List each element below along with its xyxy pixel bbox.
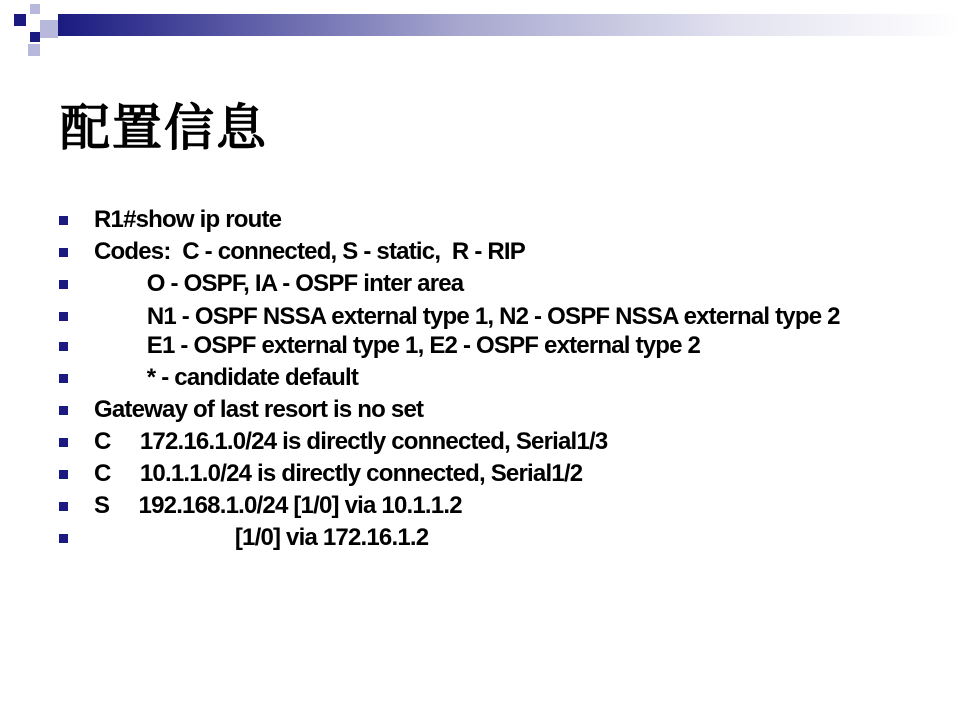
bullet-icon <box>59 374 68 383</box>
bullet-icon <box>59 342 68 351</box>
decor-square <box>14 14 26 26</box>
decor-square <box>30 32 40 42</box>
list-item: Codes: C - connected, S - static, R - RIP <box>58 240 918 264</box>
bullet-icon <box>59 216 68 225</box>
list-item: * - candidate default <box>58 366 918 390</box>
list-item: N1 - OSPF NSSA external type 1, N2 - OSPF NSSA external type 2 <box>58 304 918 330</box>
bullet-icon <box>59 502 68 511</box>
list-item: Gateway of last resort is no set <box>58 398 918 422</box>
list-item: C 172.16.1.0/24 is directly connected, Serial1/3 <box>58 430 918 454</box>
list-item: R1#show ip route <box>58 208 918 232</box>
decor-square <box>30 4 40 14</box>
decor-square <box>40 20 58 38</box>
bullet-icon <box>59 312 68 321</box>
slide-title: 配置信息 <box>60 98 268 157</box>
route-output-list <box>58 208 918 558</box>
bullet-icon <box>59 470 68 479</box>
list-item: C 10.1.1.0/24 is directly connected, Serial1/2 <box>58 462 918 486</box>
bullet-icon <box>59 406 68 415</box>
list-item: S 192.168.1.0/24 [1/0] via 10.1.1.2 <box>58 494 918 518</box>
list-item: O - OSPF, IA - OSPF inter area <box>58 272 918 296</box>
list-item: E1 - OSPF external type 1, E2 - OSPF external type 2 <box>58 334 918 358</box>
bullet-icon <box>59 280 68 289</box>
decor-square <box>28 44 40 56</box>
bullet-icon <box>59 248 68 257</box>
list-item: [1/0] via 172.16.1.2 <box>58 526 918 550</box>
header-gradient-bar <box>58 14 960 36</box>
bullet-icon <box>59 438 68 447</box>
bullet-icon <box>59 534 68 543</box>
